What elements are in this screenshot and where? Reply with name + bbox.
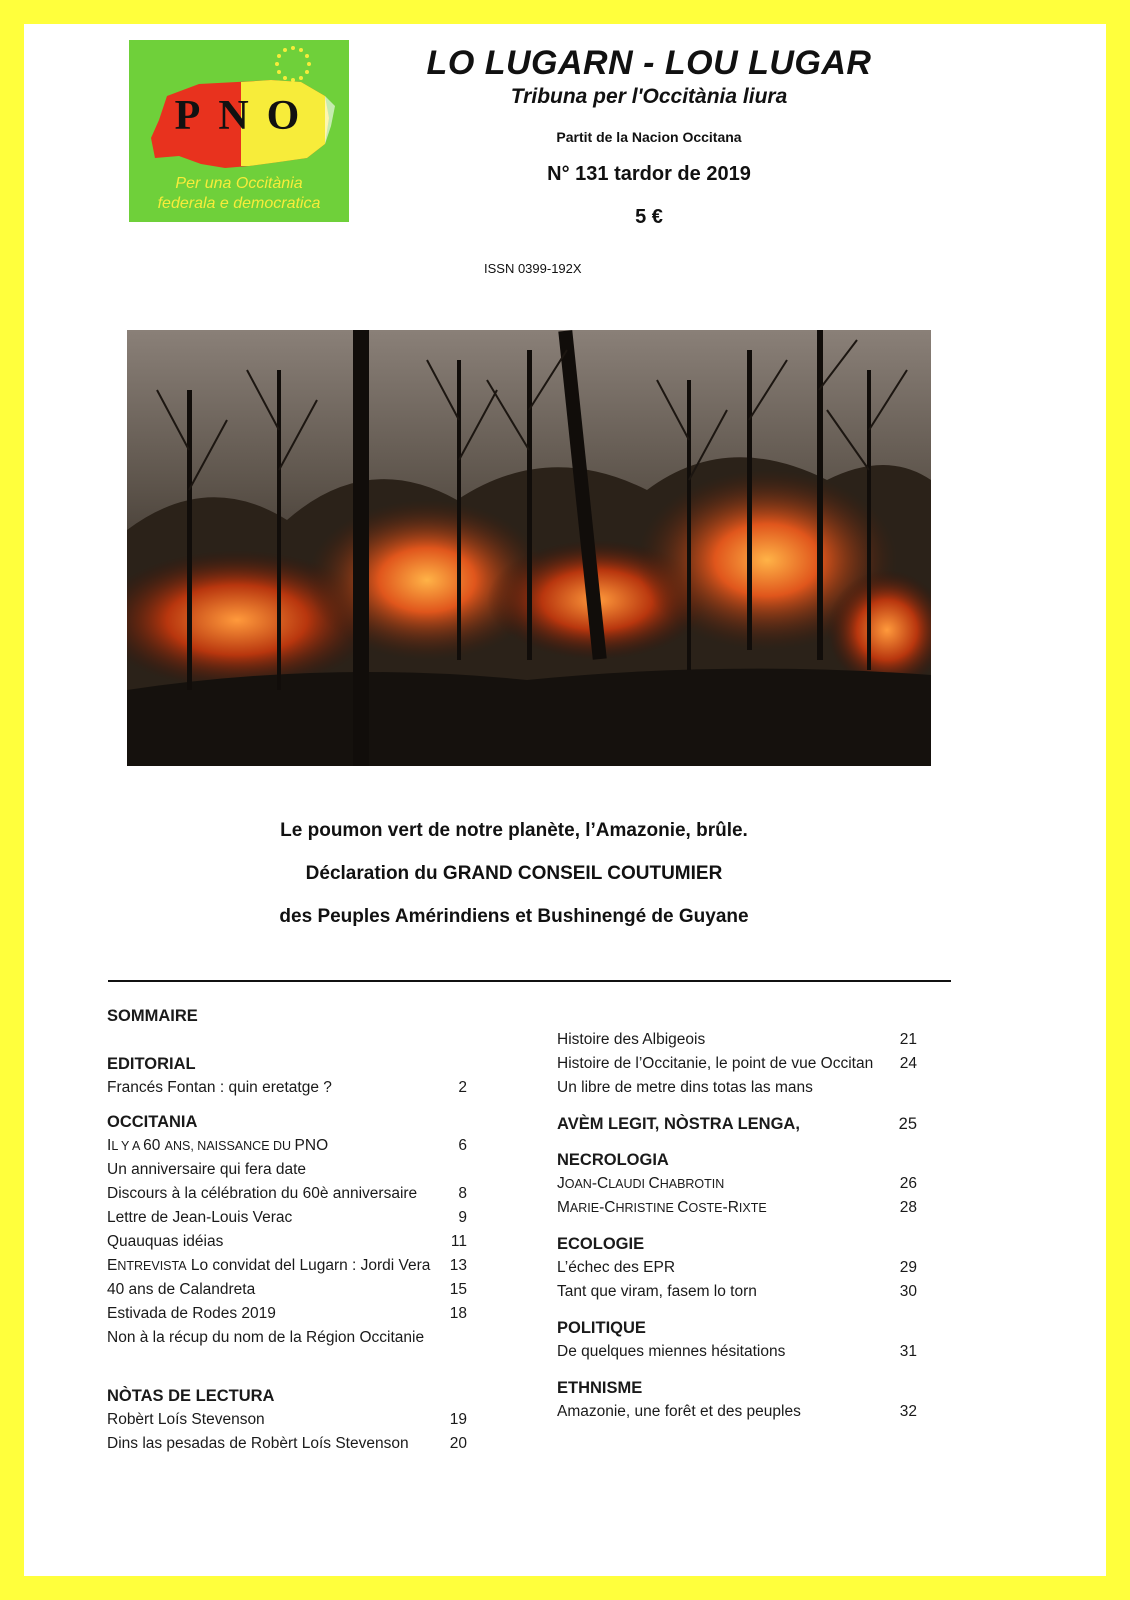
toc-entry-page: 2 (458, 1079, 467, 1096)
magazine-cover (24, 24, 1106, 1576)
text-fragment: I (107, 1137, 112, 1154)
toc-left-column (107, 1004, 467, 1456)
toc-entry[interactable] (557, 1340, 917, 1364)
text-fragment: J (557, 1175, 565, 1192)
toc-entry[interactable] (107, 1076, 467, 1100)
sommaire-title: SOMMAIRE (107, 1007, 198, 1025)
text-fragment: OSTE (688, 1201, 723, 1215)
toc-entry-title (107, 1134, 328, 1158)
cover-headline (224, 820, 804, 949)
text-fragment: L Y A (111, 1139, 144, 1153)
toc-entry[interactable] (557, 1196, 917, 1220)
headline-line3: des Peuples Amérindiens et Bushinengé de Guyane (279, 906, 749, 927)
toc-entry-page: 15 (449, 1281, 467, 1298)
section-notas-de-lectura: NÒTAS DE LECTURA (107, 1387, 275, 1405)
toc-entry-page: 20 (449, 1435, 467, 1452)
toc-entry-page: 28 (899, 1199, 917, 1216)
toc-entry-title: AVÈM LEGIT, NÒSTRA LENGA, (557, 1115, 800, 1133)
text-fragment: C (648, 1175, 660, 1192)
text-fragment: 60 (143, 1137, 165, 1154)
section-necrologia: NECROLOGIA (557, 1151, 669, 1169)
text-fragment: NTREVISTA (117, 1259, 187, 1273)
issn: ISSN 0399-192X (484, 261, 582, 276)
logo-motto-line2: federala e democratica (157, 195, 321, 212)
logo-motto (129, 174, 349, 214)
toc-entry[interactable] (107, 1408, 467, 1432)
toc-entry-page: 13 (449, 1257, 467, 1274)
toc-entry-page: 18 (449, 1305, 467, 1322)
magazine-subtitle: Tribuna per l'Occitània liura (510, 85, 788, 108)
party-name: Partit de la Nacion Occitana (556, 129, 742, 145)
text-fragment: IXTE (738, 1201, 767, 1215)
text-fragment: -C (591, 1175, 609, 1192)
toc-entry[interactable] (557, 1256, 917, 1280)
logo-motto-line1: Per una Occitània (175, 175, 303, 192)
toc-entry-title (557, 1196, 767, 1220)
text-fragment: Lo convidat del Lugarn : Jordi Vera (186, 1257, 431, 1274)
toc-entry-title: Estivada de Rodes 2019 (107, 1305, 276, 1322)
toc-entry-title (557, 1172, 724, 1196)
toc-entry[interactable] (107, 1230, 467, 1254)
toc-entry[interactable] (557, 1400, 917, 1424)
toc-entry[interactable] (107, 1254, 467, 1278)
toc-entry[interactable] (107, 1158, 467, 1182)
text-fragment: -C (599, 1199, 616, 1216)
section-editorial: EDITORIAL (107, 1055, 196, 1073)
pno-logo (129, 40, 349, 222)
toc-entry[interactable] (107, 1182, 467, 1206)
toc-entry-title: Discours à la célébration du 60è anniversaire (107, 1185, 418, 1202)
toc-entry-page (443, 1326, 467, 1350)
toc-entry-title: Dins las pesadas de Robèrt Loís Stevenson (107, 1435, 409, 1452)
headline-line1: Le poumon vert de notre planète, l’Amazonie, brûle. (280, 820, 748, 841)
toc-entry[interactable] (107, 1134, 467, 1158)
toc-entry-title: L’échec des EPR (557, 1259, 676, 1276)
price: 5 € (635, 206, 663, 228)
toc-entry-title: Non à la récup du nom de la Région Occitanie (107, 1329, 425, 1346)
toc-entry-title: De quelques miennes hésitations (557, 1343, 786, 1360)
toc-entry-page: 19 (449, 1411, 467, 1428)
toc-entry-title: Histoire des Albigeois (557, 1031, 706, 1048)
text-fragment: ANS, NAISSANCE DU (164, 1139, 295, 1153)
toc-entry-title: Un anniversaire qui fera date (107, 1161, 307, 1178)
toc-entry[interactable] (557, 1076, 917, 1100)
toc-entry-page (443, 1158, 467, 1182)
toc-entry-title: Histoire de l’Occitanie, le point de vue Occitan (557, 1055, 874, 1072)
masthead (424, 44, 874, 229)
toc-entry-title: Un libre de metre dins totas las mans (557, 1079, 813, 1096)
toc-entry-title: Francés Fontan : quin eretatge ? (107, 1079, 332, 1096)
toc-entry-page: 9 (458, 1209, 467, 1226)
toc-entry[interactable] (107, 1326, 467, 1350)
text-fragment: -R (722, 1199, 739, 1216)
toc-entry-page: 6 (458, 1137, 467, 1154)
section-politique: POLITIQUE (557, 1319, 646, 1337)
toc-entry-page: 11 (450, 1233, 467, 1250)
text-fragment: E (107, 1257, 118, 1274)
toc-entry-title: Amazonie, une forêt et des peuples (557, 1403, 801, 1420)
toc-entry-page: 26 (899, 1175, 917, 1192)
toc-entry-title: Lettre de Jean-Louis Verac (107, 1209, 293, 1226)
magazine-title: LO LUGARN - LOU LUGAR (426, 44, 872, 82)
section-ecologie: ECOLOGIE (557, 1235, 645, 1253)
toc-entry[interactable] (557, 1028, 917, 1052)
section-ethnisme: ETHNISME (557, 1379, 643, 1397)
toc-entry[interactable] (557, 1280, 917, 1304)
headline-line2: Déclaration du GRAND CONSEIL COUTUMIER (305, 863, 723, 884)
section-avem-legit[interactable] (557, 1112, 917, 1136)
text-fragment: C (677, 1199, 689, 1216)
toc-entry-page (893, 1076, 917, 1100)
toc-entry[interactable] (557, 1172, 917, 1196)
toc-entry-title: Quauquas idéias (107, 1233, 224, 1250)
toc-entry-page: 25 (898, 1115, 917, 1133)
text-fragment: HRISTINE (615, 1201, 678, 1215)
section-occitania: OCCITANIA (107, 1113, 198, 1131)
text-fragment: ARIE (569, 1201, 600, 1215)
toc-entry-title: Robèrt Loís Stevenson (107, 1411, 265, 1428)
toc-entry-page: 32 (899, 1403, 917, 1420)
toc-entry-title (107, 1254, 430, 1278)
text-fragment: PNO (294, 1137, 329, 1154)
toc-right-column (557, 1028, 917, 1424)
text-fragment: OAN (564, 1177, 592, 1191)
text-fragment: HABROTIN (659, 1177, 725, 1191)
divider-rule (108, 980, 951, 982)
toc-entry[interactable] (557, 1052, 917, 1076)
toc-entry[interactable] (107, 1432, 467, 1456)
toc-entry-title: 40 ans de Calandreta (107, 1281, 256, 1298)
cover-photo-forest-fire (127, 330, 931, 766)
stars-ring-icon (275, 46, 311, 82)
toc-entry[interactable] (107, 1278, 467, 1302)
text-fragment: M (557, 1199, 570, 1216)
text-fragment: LAUDI (608, 1177, 649, 1191)
toc-entry-page: 29 (899, 1259, 917, 1276)
toc-entry-page: 21 (899, 1031, 917, 1048)
toc-entry-page: 31 (899, 1343, 917, 1360)
toc-entry-title: Tant que viram, fasem lo torn (557, 1283, 757, 1300)
toc-entry[interactable] (107, 1302, 467, 1326)
logo-letters: PNO (174, 93, 318, 139)
toc-entry-page: 8 (458, 1185, 467, 1202)
issue-number: N° 131 tardor de 2019 (547, 163, 751, 185)
toc-entry[interactable] (107, 1206, 467, 1230)
toc-entry-page: 24 (899, 1055, 917, 1072)
toc-entry-page: 30 (899, 1283, 917, 1300)
